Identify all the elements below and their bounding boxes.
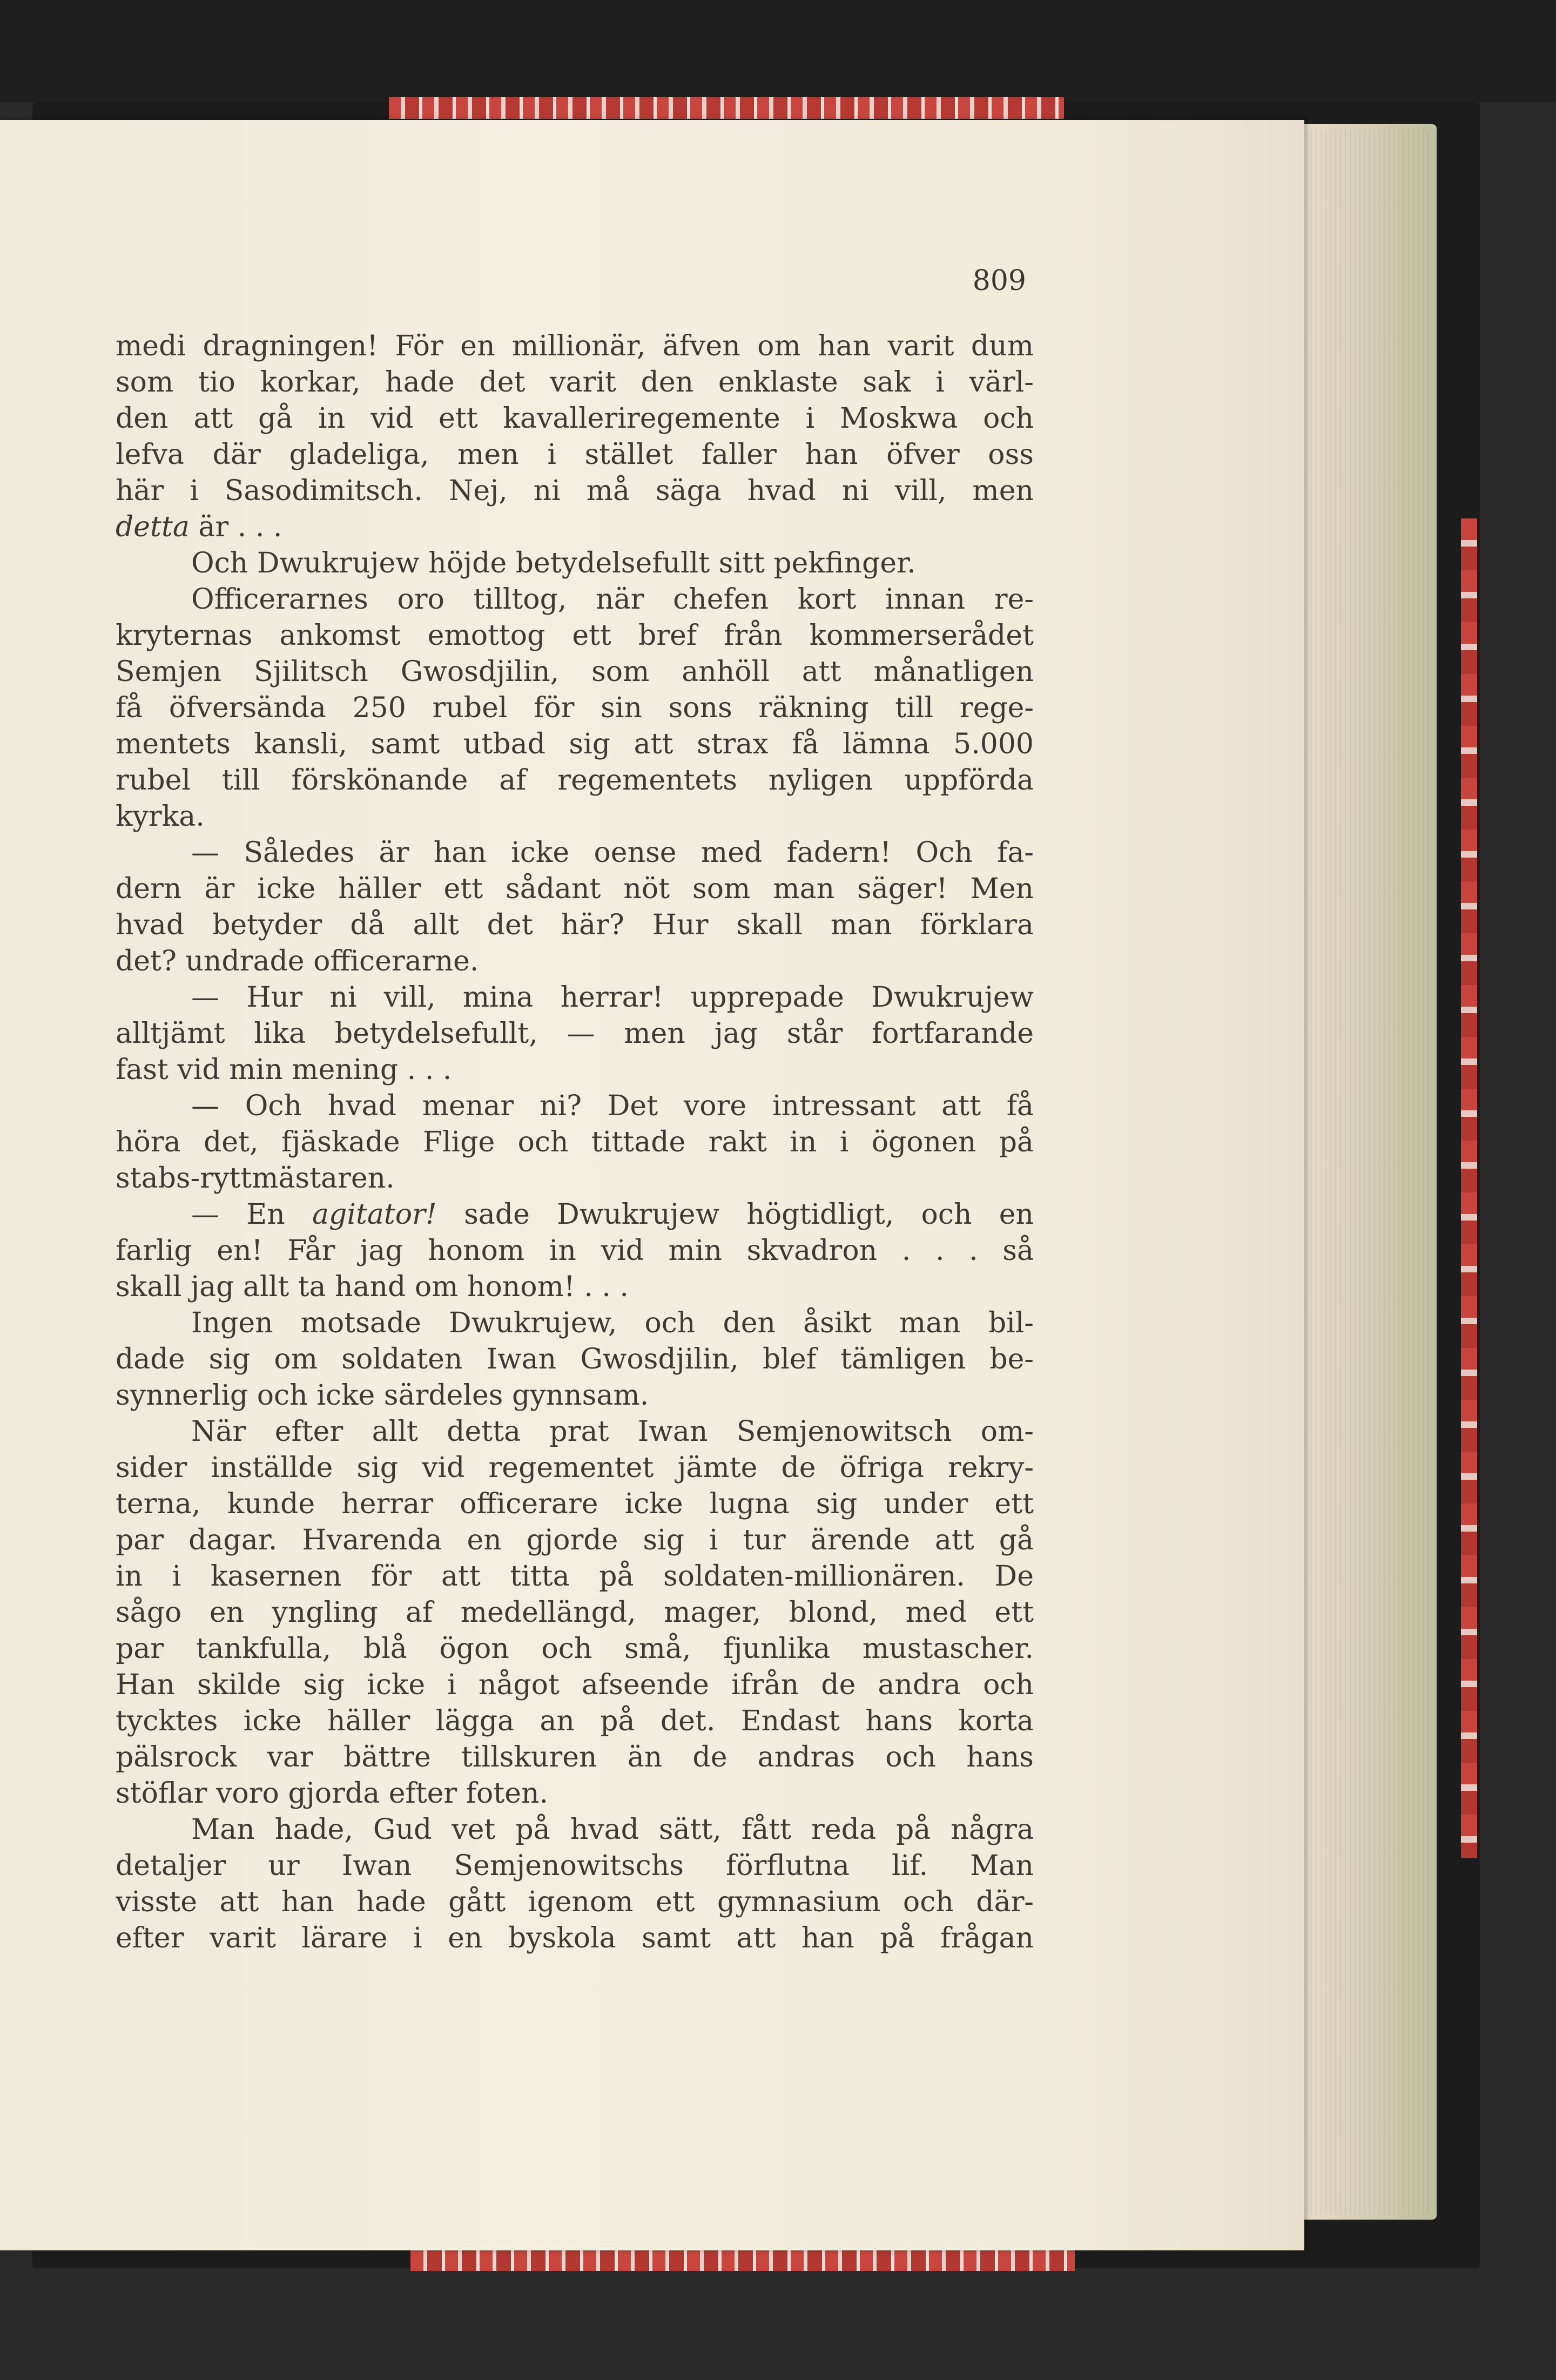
text-span: höra det, fjäskade Flige och tittade rakt in i ögonen på [116,1126,1034,1158]
text-span: — En [191,1198,313,1231]
text-span: farlig en! Får jag honom in vid min skvadron . . . så [116,1235,1034,1267]
text-line [116,1450,1034,1486]
text-span: rubel till förskönande af regementets nyligen uppförda [116,764,1034,797]
text-line [116,437,1034,473]
text-span: stabs-ryttmästaren. [116,1162,395,1195]
cover-edge-pattern [1461,518,1477,1858]
page-number: 809 [972,265,1026,297]
text-span: är . . . [189,511,282,543]
text-line [116,835,1034,871]
text-line [116,328,1034,365]
text-span: skall jag allt ta hand om honom! . . . [116,1271,629,1303]
text-line [116,473,1034,509]
text-line [116,1305,1034,1341]
emphasized-text: detta [116,511,190,543]
text-line [116,509,1034,545]
text-line [116,1848,1034,1884]
emphasized-text: agitator! [312,1198,437,1231]
text-span: fast vid min mening . . . [116,1054,452,1086]
text-line [116,763,1034,799]
text-span: terna, kunde herrar officerare icke lugna sig under ett [116,1488,1034,1520]
text-span: hvad betyder då allt det här? Hur skall man förklara [116,909,1034,941]
text-span: Man hade, Gud vet på hvad sätt, fått reda på några [191,1813,1034,1846]
text-span: sade Dwukrujew högtidligt, och en [436,1198,1034,1231]
text-span: som tio korkar, hade det varit den enklaste sak i värl- [116,366,1034,399]
text-span: — Och hvad menar ni? Det vore intressant att få [191,1090,1034,1122]
text-line [116,1703,1034,1740]
text-span: alltjämt lika betydelsefullt, — men jag står fortfarande [116,1017,1034,1050]
text-span: Han skilde sig icke i något afseende ifrån de andra och [116,1669,1034,1701]
text-span: visste att han hade gått igenom ett gymnasium och där- [116,1886,1034,1918]
text-span: tycktes icke häller lägga an på det. Endast hans korta [116,1705,1034,1737]
text-span: dern är icke häller ett sådant nöt som man säger! Men [116,873,1034,905]
text-span: — Hur ni vill, mina herrar! upprepade Dwukrujew [191,981,1034,1014]
headband-top [389,97,1064,119]
text-span: det? undrade officerarne. [116,945,479,977]
text-line [116,1124,1034,1161]
text-span: Ingen motsade Dwukrujew, och den åsikt man bil- [191,1307,1034,1339]
text-line [116,1667,1034,1703]
text-span: efter varit lärare i en byskola samt att han på frågan [116,1922,1034,1954]
text-span: mentets kansli, samt utbad sig att strax få lämna 5.000 [116,728,1034,760]
table-surface [0,0,1556,103]
text-line [116,1812,1034,1848]
text-line [116,1884,1034,1920]
text-line [116,1740,1034,1776]
text-span: par tankfulla, blå ögon och små, fjunlika mustascher. [116,1633,1034,1665]
text-line [116,1595,1034,1631]
text-line [116,1341,1034,1378]
text-line [116,1016,1034,1052]
text-line [116,907,1034,943]
text-line [116,980,1034,1016]
text-span: sågo en yngling af medellängd, mager, blond, med ett [116,1596,1034,1629]
text-line [116,1088,1034,1124]
text-line [116,1197,1034,1233]
text-span: kryternas ankomst emottog ett bref från kommerserådet [116,619,1034,652]
text-line [116,654,1034,690]
text-line [116,799,1034,835]
text-line [116,1559,1034,1595]
text-span: synnerlig och icke särdeles gynnsam. [116,1379,649,1412]
text-span: den att gå in vid ett kavalleriregemente i Moskwa och [116,402,1034,435]
text-span: — Således är han icke oense med fadern! Och fa- [191,837,1034,869]
text-line [116,1233,1034,1269]
text-span: Och Dwukrujew höjde betydelsefullt sitt pekfinger. [191,547,916,579]
text-span: dade sig om soldaten Iwan Gwosdjilin, blef tämligen be- [116,1343,1034,1376]
text-line [116,871,1034,907]
text-line [116,690,1034,726]
text-span: sider inställde sig vid regementet jämte de öfriga rekry- [116,1452,1034,1484]
text-line [116,1522,1034,1559]
text-line [116,1161,1034,1197]
text-span: medi dragningen! För en millionär, äfven om han varit dum [116,330,1034,362]
text-line [116,365,1034,401]
text-span: Officerarnes oro tilltog, när chefen kort innan re- [191,583,1034,616]
text-span: lefva där gladeliga, men i stället faller han öfver oss [116,439,1034,471]
text-line [116,726,1034,763]
text-line [116,1486,1034,1522]
text-span: detaljer ur Iwan Semjenowitschs förflutna lif. Man [116,1850,1034,1882]
text-span: Semjen Sjilitsch Gwosdjilin, som anhöll att månatligen [116,656,1034,688]
text-line [116,1631,1034,1667]
text-line [116,618,1034,654]
text-line [116,1052,1034,1088]
text-span: När efter allt detta prat Iwan Semjenowitsch om- [191,1415,1034,1448]
headband-bottom [410,2249,1075,2271]
text-span: här i Sasodimitsch. Nej, ni må säga hvad ni vill, men [116,475,1034,507]
text-line [116,943,1034,980]
text-span: kyrka. [116,800,205,833]
text-line [116,1378,1034,1414]
text-line [116,582,1034,618]
page-edges-texture [1296,130,1431,2214]
text-line [116,1920,1034,1957]
body-text [116,328,1034,2019]
text-line [116,401,1034,437]
text-line [116,545,1034,582]
text-line [116,1414,1034,1450]
text-line [116,1269,1034,1305]
text-span: få öfversända 250 rubel för sin sons räkning till rege- [116,692,1034,724]
text-span: in i kasernen för att titta på soldaten-millionären. De [116,1560,1034,1593]
text-span: stöflar voro gjorda efter foten. [116,1777,549,1810]
text-span: par dagar. Hvarenda en gjorde sig i tur ärende att gå [116,1524,1034,1556]
text-line [116,1776,1034,1812]
text-span: pälsrock var bättre tillskuren än de andras och hans [116,1741,1034,1774]
